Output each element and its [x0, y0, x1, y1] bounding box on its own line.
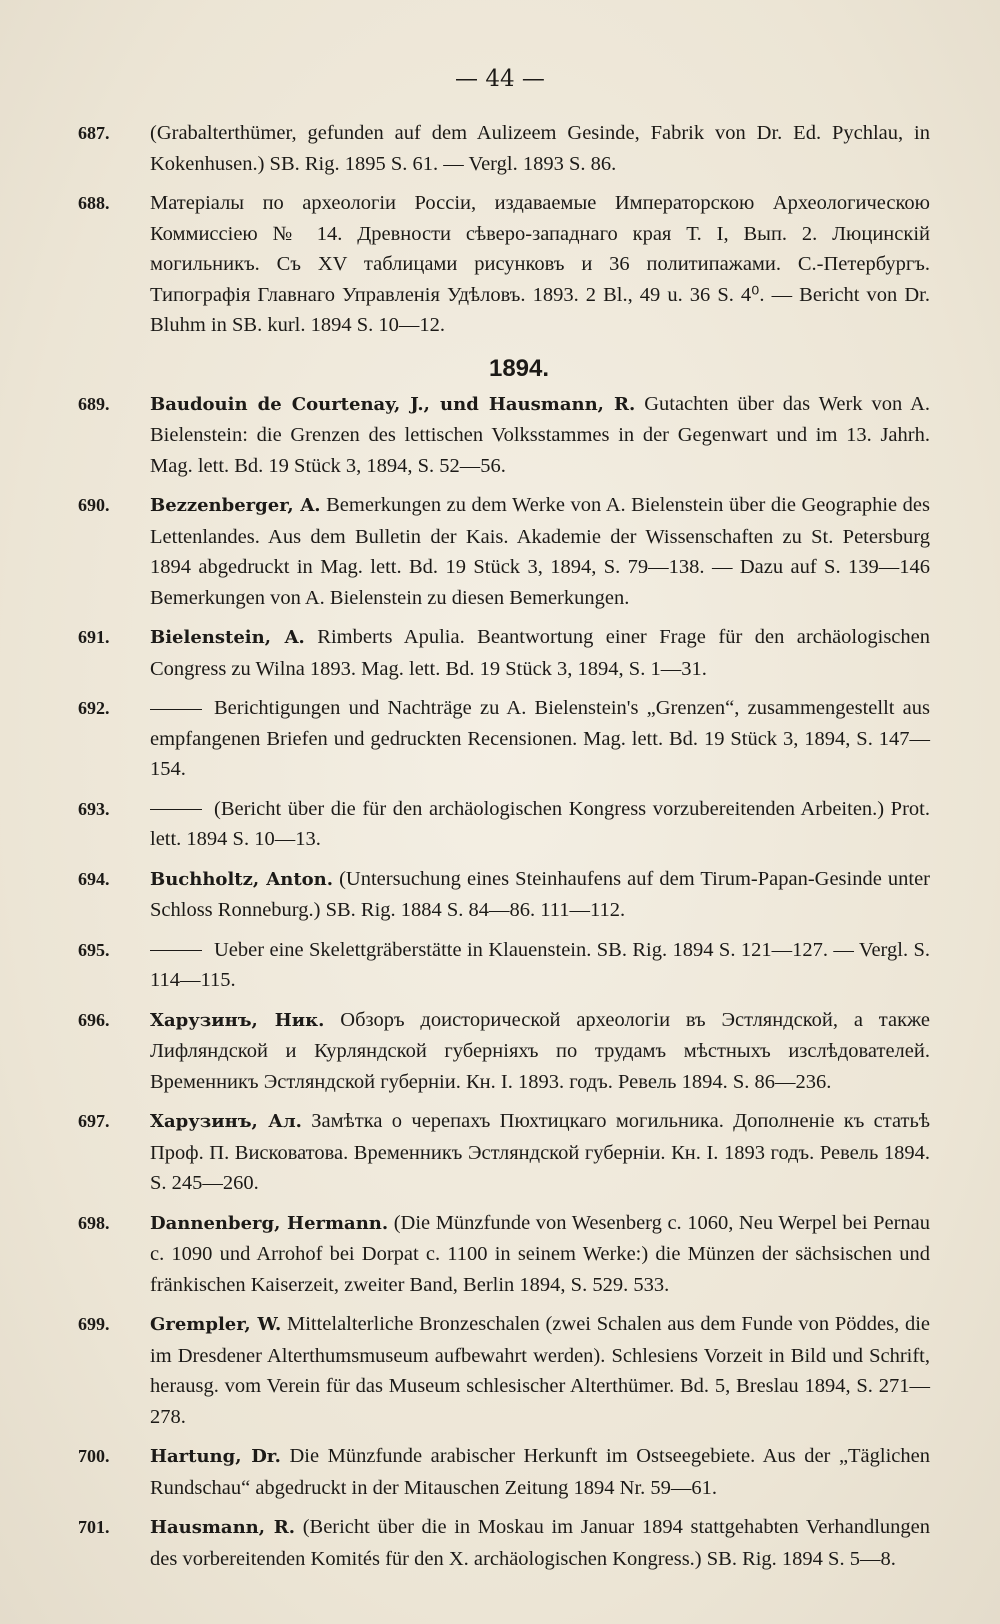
year-heading: 1894.	[488, 354, 550, 382]
entry-number: 691.	[78, 627, 110, 647]
entry-body	[150, 935, 930, 996]
entry-text: (Untersuchung eines Steinhaufens auf dem Tirum-Papan-Gesinde unter Schloss Ronneburg.) SB. Rig. 1884 S. 84—86. 111—112.	[150, 867, 931, 921]
entry-number: 690.	[78, 495, 110, 515]
entry-body	[150, 118, 930, 179]
bibliography-entry	[78, 864, 930, 926]
entry-text: Mittelalterliche Bronzeschalen (zwei Schalen aus dem Funde von Pöddes, die im Dresdener Alterthumsmuseum aufbewahrt werden). Schlesiens Vorzeit in Bild und Schrift, herausg. vom Verein für das Museum schlesischer Alterthümer. Bd. 5, Breslau 1894, S. 271—278.	[150, 1313, 931, 1428]
entry-number: 696.	[78, 1009, 110, 1030]
entry-author: Dannenberg, Hermann.	[150, 1212, 389, 1234]
entry-author: Харузинъ, Ник.	[150, 1009, 325, 1031]
entry-number: 692.	[78, 698, 110, 718]
entry-number: 695.	[78, 939, 110, 960]
bibliography-entry	[78, 1441, 930, 1503]
entry-number: 700.	[78, 1446, 110, 1466]
entry-body	[150, 1005, 930, 1098]
entry-body	[150, 1309, 930, 1432]
bibliography-entry	[78, 622, 930, 684]
ditto-dash	[150, 809, 202, 810]
entry-number: 693.	[78, 798, 110, 819]
bibliography-entry	[78, 1208, 930, 1301]
bibliography-list	[78, 118, 930, 1583]
entry-body	[150, 1208, 930, 1301]
entry-author: Bezzenberger, A.	[150, 495, 321, 516]
ditto-dash	[150, 709, 202, 710]
entry-text: Ueber eine Skelettgräberstätte in Klauenstein. SB. Rig. 1894 S. 121—127. — Vergl. S. 114—115.	[150, 938, 930, 991]
entry-text: Rimberts Apulia. Beantwortung einer Frage für den archäologischen Congress zu Wilna 1893. Mag. lett. Bd. 19 Stück 3, 1894, S. 1—31.	[150, 626, 930, 680]
entry-text: (Bericht über die in Moskau im Januar 1894 stattgehabten Verhandlungen des vorbereitenden Komités für den X. archäologischen Kongress.) SB. Rig. 1894 S. 5—8.	[150, 1516, 931, 1570]
bibliography-entry	[78, 1309, 930, 1432]
bibliography-entry	[78, 1512, 930, 1574]
entry-body	[150, 188, 930, 341]
bibliography-entry	[78, 188, 930, 341]
entry-text: (Grabalterthümer, gefunden auf dem Aulizeem Gesinde, Fabrik von Dr. Ed. Pychlau, in Kokenhusen.) SB. Rig. 1895 S. 61. — Vergl. 1893 S. 86.	[150, 122, 930, 175]
entry-body	[150, 1441, 930, 1503]
bibliography-entry	[78, 389, 930, 482]
entry-text: Матеріалы по археологіи Россіи, издаваемые Императорскою Археологическою Коммиссіею № 14. Древности сѣверо-западнаго края Т. I, Вып. 2. Люцинскій могильникъ. Съ XV таблицами рисунковъ и 36 политипажами. С.-Петербургъ. Типографія Главнаго Управленія Удѣловъ. 1893. 2 Bl., 49 u. 36 S. 4⁰. — Bericht von Dr. Bluhm in SB. kurl. 1894 S. 10—12.	[150, 192, 930, 336]
entry-author: Baudouin de Courtenay, J., und Hausmann, R.	[150, 393, 636, 415]
entries-group-1893	[78, 118, 930, 341]
entry-number: 698.	[78, 1212, 110, 1233]
entry-text: Bemerkungen zu dem Werke von A. Bielenstein über die Geographie des Lettenlandes. Aus dem Bulletin der Kais. Akademie der Wissenschaften zu St. Petersburg 1894 abgedruckt in Mag. lett. Bd. 19 Stück 3, 1894, S. 79—138. — Dazu auf S. 139—146 Bemerkungen von A. Bielenstein zu diesen Bemerkungen.	[150, 494, 930, 609]
entry-body	[150, 490, 930, 613]
ditto-dash	[150, 950, 202, 951]
bibliography-entry	[78, 1005, 930, 1098]
bibliography-entry	[78, 794, 930, 855]
entry-body	[150, 1106, 930, 1199]
entries-group-1894	[78, 389, 930, 1575]
entry-body	[150, 693, 930, 785]
entry-body	[150, 794, 930, 855]
entry-text: (Die Münzfunde von Wesenberg c. 1060, Neu Werpel bei Pernau c. 1090 und Arrohof bei Dorpat c. 1100 in seinem Werke:) die Münzen der sächsischen und fränkischen Kaiserzeit, zweiter Band, Berlin 1894, S. 529. 533.	[150, 1211, 931, 1296]
entry-body	[150, 1512, 930, 1574]
entry-number: 687.	[78, 123, 110, 143]
entry-number: 689.	[78, 393, 110, 414]
bibliography-entry	[78, 935, 930, 996]
entry-body	[150, 622, 930, 684]
entry-author: Bielenstein, A.	[150, 627, 305, 648]
entry-author: Buchholtz, Anton.	[150, 868, 334, 890]
entry-text: (Bericht über die für den archäologischen Kongress vorzubereitenden Arbeiten.) Prot. lett. 1894 S. 10—13.	[150, 797, 930, 850]
entry-number: 697.	[78, 1111, 110, 1131]
entry-text: Berichtigungen und Nachträge zu A. Bielenstein's „Grenzen“, zusammengestellt aus empfangenen Briefen und gedruckten Recensionen. Mag. lett. Bd. 19 Stück 3, 1894, S. 147—154.	[150, 697, 930, 780]
entry-text: Обзоръ доисторической археологіи въ Эстляндской, а также Лифляндской и Курляндской губерніяхъ по трудамъ мѣстныхъ изслѣдователей. Временникъ Эстляндской губерніи. Кн. I. 1893. годъ. Ревель 1894. S. 86—236.	[150, 1008, 931, 1093]
entry-number: 694.	[78, 868, 110, 889]
entry-author: Grempler, W.	[150, 1314, 282, 1335]
bibliography-entry	[78, 693, 930, 785]
bibliography-entry	[78, 118, 930, 179]
entry-author: Hartung, Dr.	[150, 1446, 281, 1467]
entry-body	[150, 864, 930, 926]
entry-body	[150, 389, 930, 482]
entry-number: 701.	[78, 1517, 110, 1537]
entry-number: 688.	[78, 193, 110, 213]
entry-author: Харузинъ, Ал.	[150, 1111, 302, 1132]
bibliography-entry	[78, 1106, 930, 1199]
entry-author: Hausmann, R.	[150, 1517, 296, 1538]
entry-text: Gutachten über das Werk von A. Bielenstein: die Grenzen des lettischen Volksstammes in der Gegenwart und im 13. Jahrh. Mag. lett. Bd. 19 Stück 3, 1894, S. 52—56.	[150, 392, 930, 477]
entry-number: 699.	[78, 1314, 110, 1334]
page-number: — 44 —	[455, 66, 545, 92]
entry-text: Die Münzfunde arabischer Herkunft im Ostseegebiete. Aus der „Täglichen Rundschau“ abgedruckt in der Mitauschen Zeitung 1894 Nr. 59—61.	[150, 1445, 930, 1499]
bibliography-entry	[78, 490, 930, 613]
entry-text: Замѣтка о черепахъ Пюхтицкаго могильника. Дополненіе къ статьѣ Проф. П. Висковатова. Временникъ Эстляндской губерніи. Кн. I. 1893 годъ. Ревель 1894. S. 245—260.	[150, 1110, 930, 1194]
